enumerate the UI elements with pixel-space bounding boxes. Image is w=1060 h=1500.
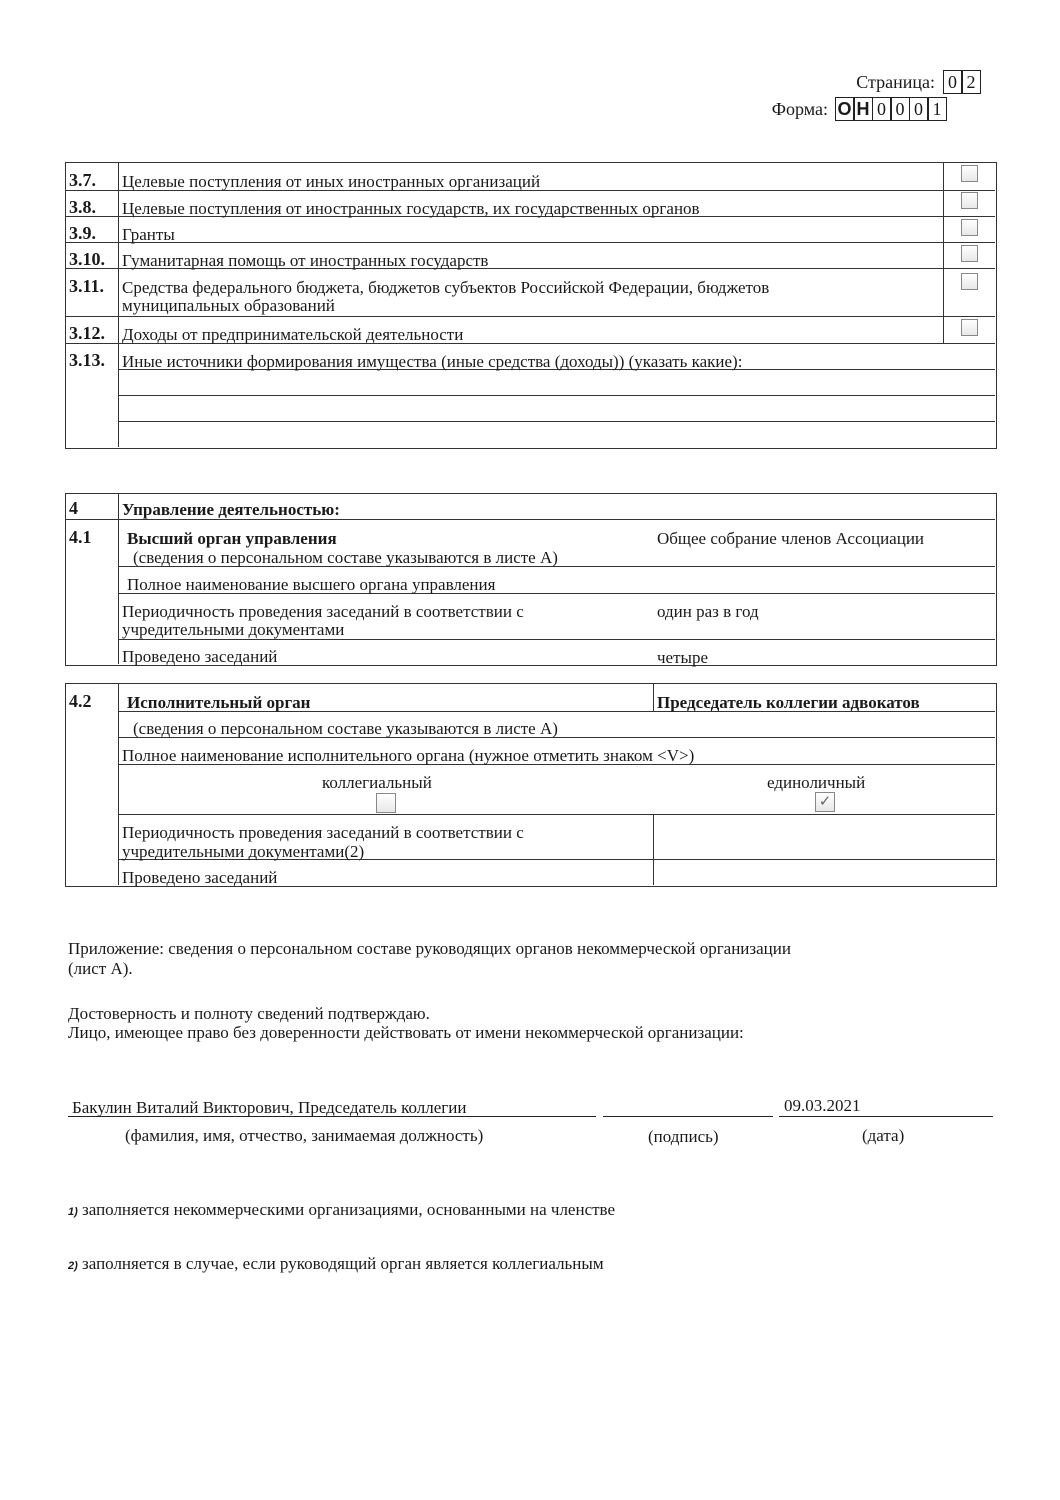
sole-label: единоличный [767, 773, 866, 792]
funding-sources-table [65, 162, 997, 449]
row-label: Целевые поступления от иных иностранных организаций [122, 172, 541, 191]
executive-body-title: Исполнительный орган [127, 693, 311, 712]
supreme-body-fullname-label: Полное наименование высшего органа управления [127, 575, 496, 594]
row-label: Доходы от предпринимательской деятельности [122, 325, 464, 344]
row-label: Иные источники формирования имущества (иные средства (доходы)) (указать какие): [122, 352, 743, 371]
date-caption: (дата) [862, 1126, 905, 1145]
subsection-number: 4.1 [69, 527, 92, 547]
sole-checkbox[interactable] [815, 792, 835, 812]
form-label: Форма: [771, 99, 828, 119]
signature-line [603, 1116, 773, 1117]
section-title: Управление деятельностью: [122, 500, 340, 519]
page-digit: 0 [943, 70, 963, 94]
row-number: 3.8. [69, 197, 96, 217]
appendix-line: (лист А). [68, 959, 133, 978]
meeting-frequency-value: один раз в год [657, 602, 759, 621]
row-number: 3.10. [69, 249, 105, 269]
checkmark-icon: ✓ [818, 793, 832, 810]
executive-body-table [65, 683, 997, 887]
footnote-text: заполняется в случае, если руководящий орган является коллегиальным [82, 1254, 604, 1273]
row-number: 3.11. [69, 276, 105, 296]
row-label: Средства федерального бюджета, бюджетов субъектов Российской Федерации, бюджетов [122, 278, 770, 297]
meetings-held-label: Проведено заседаний [122, 868, 278, 887]
row-label: Гуманитарная помощь от иностранных государств [122, 251, 489, 270]
footnote [68, 1200, 615, 1222]
supreme-body-title: Высший орган управления [127, 529, 337, 548]
checkbox[interactable] [961, 245, 978, 262]
footnote-text: заполняется некоммерческими организациями, основанными на членстве [82, 1200, 616, 1219]
signatory-name: Бакулин Виталий Викторович, Председатель коллегии [72, 1098, 467, 1117]
footnote [68, 1254, 604, 1276]
confirmation-line: Достоверность и полноту сведений подтверждаю. [68, 1004, 430, 1023]
form-code-char: Н [853, 97, 873, 121]
form-code-char: О [835, 97, 855, 121]
confirmation-line: Лицо, имеющее право без доверенности действовать от имени некоммерческой организации: [68, 1023, 744, 1042]
checkbox[interactable] [961, 192, 978, 209]
other-sources-field[interactable] [119, 397, 993, 419]
supreme-body-value: Общее собрание членов Ассоциации [657, 529, 925, 548]
checkbox[interactable] [961, 273, 978, 290]
other-sources-field[interactable] [119, 371, 993, 393]
row-label-continued: муниципальных образований [122, 296, 335, 315]
meetings-held-label: Проведено заседаний [122, 647, 278, 666]
footnote-mark: 2) [68, 1260, 78, 1272]
other-sources-field[interactable] [119, 423, 993, 445]
row-number: 3.9. [69, 223, 96, 243]
page-digit: 2 [961, 70, 981, 94]
form-code-char: 0 [890, 97, 910, 121]
form-code-char: 1 [927, 97, 947, 121]
row-label: Целевые поступления от иностранных государств, их государственных органов [122, 199, 700, 218]
meeting-frequency-label: Периодичность проведения заседаний в соответствии с [122, 602, 524, 621]
page-label: Страница: [856, 72, 935, 92]
checkbox[interactable] [961, 165, 978, 182]
executive-body-note: (сведения о персональном составе указываются в листе А) [133, 719, 558, 738]
meetings-held-value: четыре [657, 648, 708, 667]
checkbox[interactable] [961, 219, 978, 236]
checkbox[interactable] [961, 319, 978, 336]
name-caption: (фамилия, имя, отчество, занимаемая должность) [125, 1126, 484, 1145]
row-number: 3.7. [69, 170, 96, 190]
form-code-char: 0 [909, 97, 929, 121]
supreme-body-note: (сведения о персональном составе указываются в листе А) [133, 548, 558, 567]
meeting-frequency-label-continued: учредительными документами(2) [122, 842, 365, 861]
executive-body-value: Председатель коллегии адвокатов [657, 693, 920, 712]
meeting-frequency-label-continued: учредительными документами [122, 620, 345, 639]
section-number: 4 [69, 498, 78, 518]
subsection-number: 4.2 [69, 691, 92, 711]
row-label: Гранты [122, 225, 175, 244]
footnote-mark: 1) [68, 1206, 78, 1218]
governance-table [65, 493, 997, 666]
form-code-char: 0 [872, 97, 892, 121]
signature-caption: (подпись) [648, 1127, 719, 1146]
signature-date: 09.03.2021 [784, 1096, 861, 1115]
collegial-checkbox[interactable] [376, 793, 396, 813]
row-number: 3.12. [69, 323, 105, 343]
form-code [836, 97, 947, 121]
collegial-label: коллегиальный [322, 773, 432, 792]
meeting-frequency-label: Периодичность проведения заседаний в соответствии с [122, 823, 524, 842]
row-number: 3.13. [69, 350, 105, 370]
executive-body-fullname-label: Полное наименование исполнительного органа (нужное отметить знаком <V>) [122, 746, 695, 765]
page-number [944, 70, 981, 94]
appendix-line: Приложение: сведения о персональном составе руководящих органов некоммерческой организации [68, 939, 791, 958]
